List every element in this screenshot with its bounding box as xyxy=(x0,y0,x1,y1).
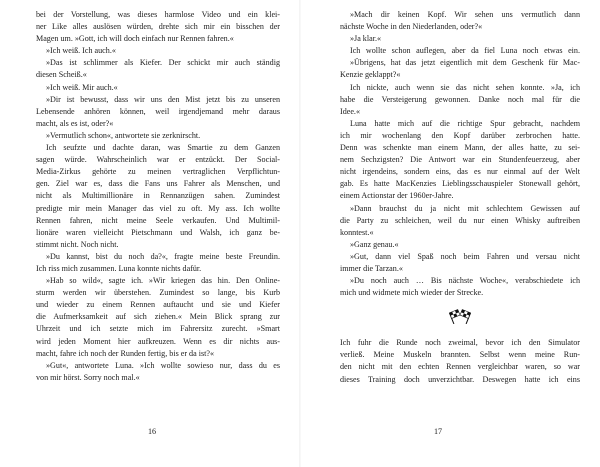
text-line: Ich seufzte und dachte daran, was Smartie zu dem Ganzen xyxy=(46,143,280,153)
text-line: »Vermutlich schon«, antwortete sie zerknirscht. xyxy=(46,130,201,140)
text-line: Lebensende anhören können, weil irgendjemand mehr daraus xyxy=(36,106,280,116)
text-line: »Gut«, antwortete Luna. »Ich wollte sowieso nur, dass du es xyxy=(46,360,280,370)
text-line: konntest.« xyxy=(340,227,374,237)
text-line: Ich nickte, auch wenn sie das nicht sehen konnte. »Ja, ich xyxy=(350,82,580,92)
text-line: Idee.« xyxy=(340,106,360,116)
text-line: einem Actionstar der 1960er-Jahre. xyxy=(340,191,454,201)
text-line: »Gut, dann viel Spaß noch beim Fahren und versau nicht xyxy=(350,251,580,261)
text-line: bei der Vorstellung, was dieses harmlose Video und ein klei- xyxy=(36,10,280,19)
text-line: nächste Woche in den Niederlanden, oder?« xyxy=(340,22,483,32)
text-line: immer die Tarzan.« xyxy=(340,263,403,273)
text-line: »Das ist schlimmer als Kiefer. Der schickt mir auch ständig xyxy=(46,58,280,68)
text-line: nicht irgendeins, sondern eins, das es nur einmal auf der Welt xyxy=(340,167,580,177)
right-page-text-bottom xyxy=(340,337,580,385)
page-number-left: 16 xyxy=(148,427,157,436)
text-line: die Party zu schleichen, weil du nur einen Whisky auftreiben xyxy=(340,215,580,225)
text-line: »Dir ist bewusst, dass wir uns den Mist jetzt bis zu unseren xyxy=(46,94,280,104)
text-line: »Ich weiß. Ich auch.« xyxy=(46,46,116,56)
text-line: »Hab so wild«, sagte ich. »Wir kriegen das hin. Den Online- xyxy=(46,276,280,286)
text-line: und wieder zu einem Rennen auftaucht und sie und Kiefer xyxy=(36,300,280,310)
text-line: Ich wollte schon auflegen, aber da fiel Luna noch etwas ein. xyxy=(350,46,580,56)
text-line: den nicht mit den echten Rennen vergleichbar waren, so war xyxy=(340,362,580,372)
text-line: Uhrzeit und ich setzte mich im Fahrersitz zurecht. »Smart xyxy=(36,324,280,334)
text-line: Magen um. »Gott, ich will doch einfach nur Rennen fahren.« xyxy=(36,34,234,44)
text-line: habe die Versteigerung gewonnen. Danke noch mal für die xyxy=(340,94,580,104)
text-line: Ich fuhr die Runde noch zweimal, bevor ich den Simulator xyxy=(340,338,580,348)
text-line: gen. Ziel war es, dass die Fans uns Fahrer als Menschen, und xyxy=(36,179,280,189)
text-line: von mir hörst. Sorry noch mal.« xyxy=(36,372,140,382)
text-line: nem Sechzigsten? Die Antwort war ein Stundenfeuerzeug, aber xyxy=(340,155,580,165)
text-line: Kenzie geklappt?« xyxy=(340,70,401,80)
text-line: Denn was schenkte man einem Mann, der alles hatte, zu sei- xyxy=(340,143,580,153)
text-line: Ich riss mich zusammen. Luna konnte nichts dafür. xyxy=(36,263,202,273)
page-number-right: 17 xyxy=(434,427,443,436)
text-line: Media-Zirkus gehörte zu meinen vertraglichen Verpflichtun- xyxy=(36,167,280,177)
text-line: nicht als Multimillionäre in Rennanzügen sahen. Zumindest xyxy=(36,191,280,201)
text-line: mich und widmete mich wieder der Strecke. xyxy=(340,288,484,298)
scene-break-divider xyxy=(340,305,580,327)
text-line: ich mir wochenlang den Kopf darüber zerbrochen hatte. xyxy=(340,130,580,140)
text-line: sturm werden wir überstehen. Zumindest so lange, bis Kurb xyxy=(36,288,280,298)
text-line: ner Like alles auslösen würden, drehte sich mir ein bisschen der xyxy=(36,22,280,32)
right-page-text-top xyxy=(340,9,580,299)
text-line: »Dann brauchst du ja nicht mit schlechtem Gewissen auf xyxy=(350,203,580,213)
text-line: die Aufmerksamkeit auf sich ziehen.« Mein Blick sprang zur xyxy=(36,312,280,322)
text-line: »Ja klar.« xyxy=(350,34,382,44)
text-line: »Übrigens, hat das jetzt eigentlich mit dem Geschenk für Mac- xyxy=(350,58,580,68)
text-line: gab. Es hatte MacKenzies Lieblingsschauspieler Stonewall gehört, xyxy=(340,179,580,189)
text-line: Luna hatte mich auf die richtige Spur gebracht, nachdem xyxy=(350,118,580,128)
text-line: »Ganz genau.« xyxy=(350,239,399,249)
text-line: stimmt nicht. Noch nicht. xyxy=(36,239,119,249)
text-line: macht, als es ist, oder?« xyxy=(36,118,114,128)
text-line: Rennen fahren, nicht meine Seele verkaufen. Und Multimil- xyxy=(36,215,280,225)
text-line: dieses Training doch unverzichtbar. Deswegen hatte ich eins xyxy=(340,374,580,384)
text-line: »Ich weiß. Mir auch.« xyxy=(46,82,118,92)
text-line: »Du kannst, bist du noch da?«, fragte meine beste Freundin. xyxy=(46,251,280,261)
text-line: »Du noch auch … Bis nächste Woche«, verabschiedete ich xyxy=(350,276,580,286)
text-line: verließ. Meine Muskeln brannten. Selbst wenn meine Run- xyxy=(340,350,580,360)
text-line: predigte mir mein Manager das viel zu oft. My ass. Ich wollte xyxy=(36,203,280,213)
text-line: diesen Scheiß.« xyxy=(36,70,87,80)
checkered-flags-icon xyxy=(447,308,473,324)
text-line: wird jeden Moment hier aufkreuzen. Wenn es dir nichts aus- xyxy=(36,336,280,346)
text-line: »Mach dir keinen Kopf. Wir sehen uns vermutlich dann xyxy=(350,10,580,19)
text-line: lionäre waren vielleicht Pietschmann und Walsh, ich ganz be- xyxy=(36,227,280,237)
text-line: sagen würde. Wahrscheinlich war er entzückt. Der Social- xyxy=(36,155,280,165)
text-line: macht, fahre ich noch der Runden fertig, bis er da ist?« xyxy=(36,348,214,358)
